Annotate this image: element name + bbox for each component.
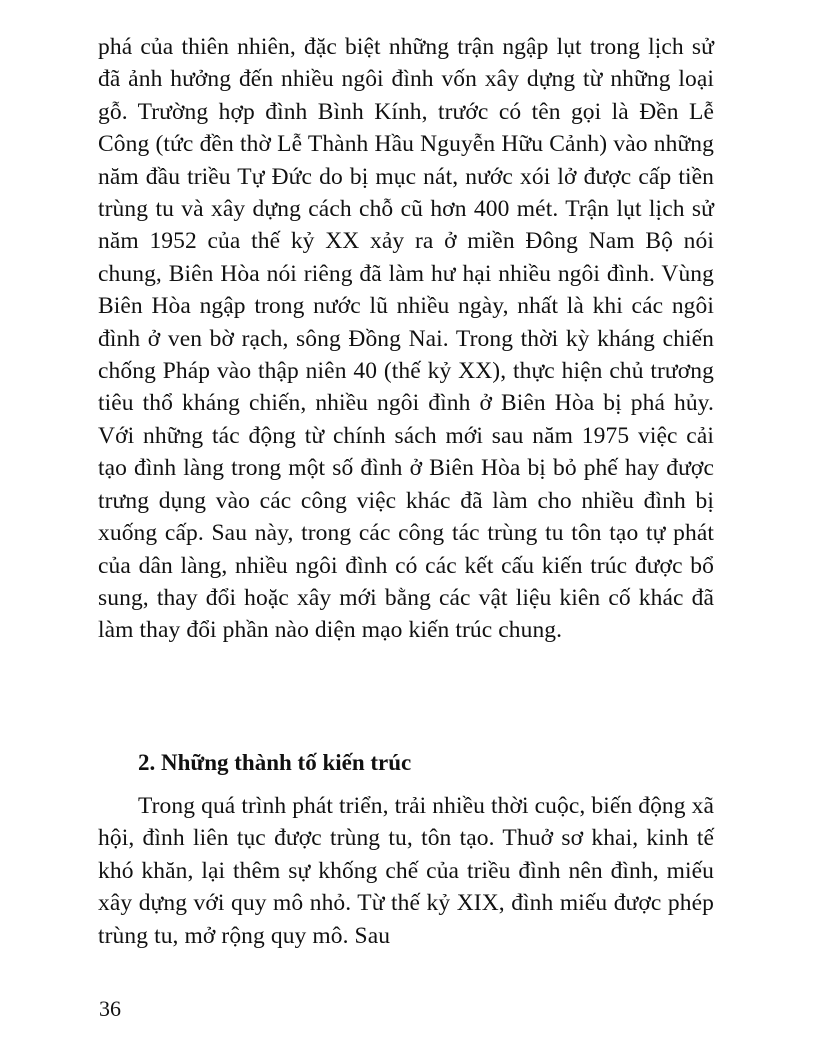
paragraph: phá của thiên nhiên, đặc biệt những trận ngập lụt trong lịch sử đã ảnh hưởng đến nhiều ngôi đình vốn xây dựng từ những loại gỗ. Trường hợp đình Bình Kính, trước có tên gọi là Đền Lễ Công (tức đền thờ Lễ Thành Hầu Nguyễn Hữu Cảnh) vào những năm đầu triều Tự Đức do bị mục nát, nước xói lở được cấp tiền trùng tu và xây dựng cách chỗ cũ hơn 400 mét. Trận lụt lịch sử năm 1952 của thế kỷ XX xảy ra ở miền Đông Nam Bộ nói chung, Biên Hòa nói riêng đã làm hư hại nhiều ngôi đình. Vùng Biên Hòa ngập trong nước lũ nhiều ngày, nhất là khi các ngôi đình ở ven bờ rạch, sông Đồng Nai. Trong thời kỳ kháng chiến chống Pháp vào thập niên 40 (thế kỷ XX), thực hiện chủ trương tiêu thổ kháng chiến, nhiều ngôi đình ở Biên Hòa bị phá hủy. Với những tác động từ chính sách mới sau năm 1975 việc cải tạo đình làng trong một số đình ở Biên Hòa bị bỏ phế hay được trưng dụng vào các công việc khác đã làm cho nhiều đình bị xuống cấp. Sau này, trong các công tác trùng tu tôn tạo tự phát của dân làng, nhiều ngôi đình có các kết cấu kiến trúc được bổ sung, thay đổi hoặc xây mới bằng các vật liệu kiên cố khác đã làm thay đổi phần nào diện mạo kiến trúc chung.	[98, 34, 714, 644]
body-text-section	[98, 790, 714, 952]
paragraph: Trong quá trình phát triển, trải nhiều thời cuộc, biến động xã hội, đình liên tục được trùng tu, tôn tạo. Thuở sơ khai, kinh tế khó khăn, lại thêm sự khống chế của triều đình nên đình, miếu xây dựng với quy mô nhỏ. Từ thế kỷ XIX, đình miếu được phép trùng tu, mở rộng quy mô. Sau	[98, 793, 714, 949]
body-text-continued	[98, 31, 714, 647]
page-number: 36	[99, 996, 121, 1021]
section-heading: 2. Những thành tố kiến trúc	[138, 750, 412, 775]
